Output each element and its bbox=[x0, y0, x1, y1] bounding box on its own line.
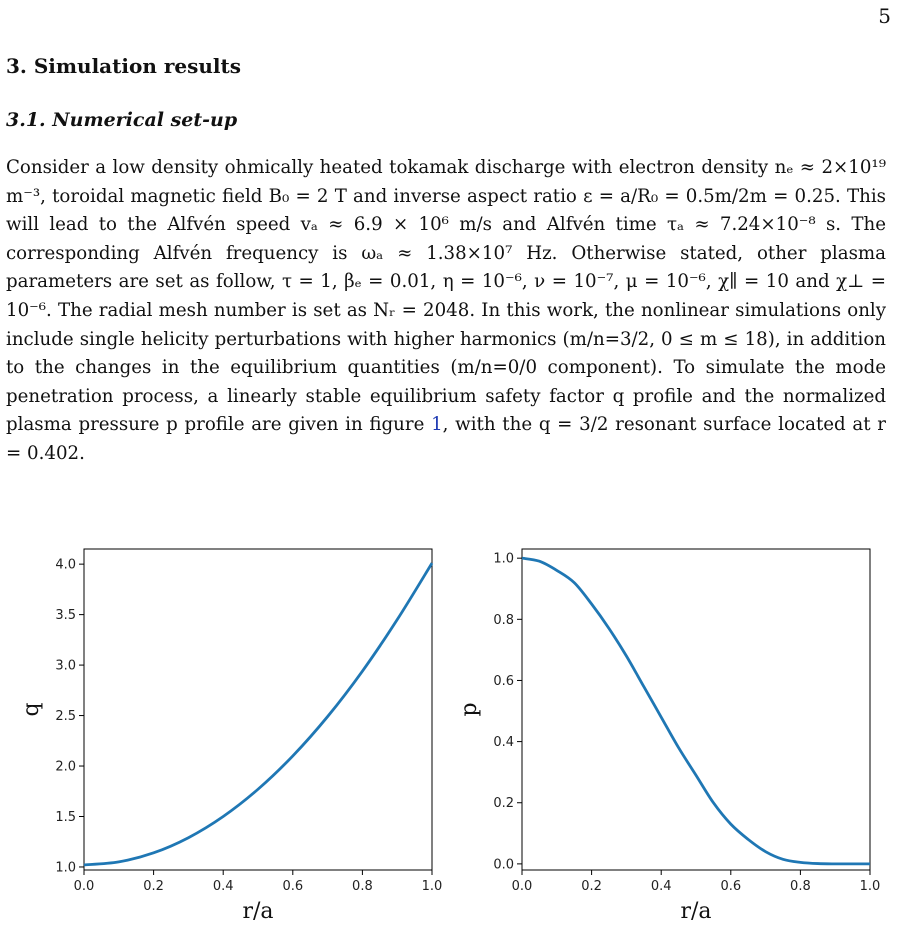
q-x-tick-label: 1.0 bbox=[421, 879, 443, 894]
page-number: 5 bbox=[878, 4, 891, 28]
p-y-tick-label: 0.4 bbox=[493, 735, 514, 751]
p-profile-plot bbox=[457, 549, 880, 924]
paragraph-text: Consider a low density ohmically heated tokamak discharge with electron density nₑ ≈ 2×10¹⁹ m⁻³, toroidal magnetic field B₀ = 2 T and inverse aspect ratio ε = a/R₀ = 0.5m/2m = 0.25. This will lead to the Alfvén speed vₐ ≈ 6.9 × 10⁶ m/s and Alfvén time τₐ ≈ 7.24×10⁻⁸ s. The corresponding Alfvén frequency is ωₐ ≈ 1.38×10⁷ Hz. Otherwise stated, other plasma parameters are set as follow, τ = 1, βₑ = 0.01, η = 10⁻⁶, ν = 10⁻⁷, μ = 10⁻⁶, χ∥ = 10 and χ⊥ = 10⁻⁶. The radial mesh number is set as Nᵣ = 2048. In this work, the nonlinear simulations only include single helicity perturbations with higher harmonics (m/n=3/2, 0 ≤ m ≤ 18), in addition to the changes in the equilibrium quantities (m/n=0/0 component). To simulate the mode penetration process, a linearly stable equilibrium safety factor q profile and the normalized plasma pressure p profile are given in figure bbox=[6, 157, 886, 436]
q-y-tick-label: 3.5 bbox=[55, 608, 76, 624]
q-y-tick-label: 1.0 bbox=[55, 860, 76, 876]
q-y-tick-label: 1.5 bbox=[55, 810, 76, 825]
p-profile-line bbox=[522, 558, 870, 864]
p-y-tick-label: 0.8 bbox=[493, 612, 514, 628]
q-y-tick-label: 4.0 bbox=[55, 557, 76, 573]
p-x-axis-label: r/a bbox=[680, 899, 712, 924]
figure-reference-link[interactable]: 1 bbox=[431, 414, 443, 436]
q-x-axis-label: r/a bbox=[242, 899, 274, 924]
figure-svg bbox=[0, 535, 901, 935]
q-y-tick-label: 3.0 bbox=[55, 658, 76, 674]
q-y-axis-label: q bbox=[19, 702, 44, 717]
q-plot-frame bbox=[84, 549, 432, 870]
q-profile-plot bbox=[19, 549, 442, 924]
p-x-tick-label: 1.0 bbox=[859, 879, 881, 894]
subsection-title: 3.1. Numerical set-up bbox=[6, 109, 238, 131]
q-profile-line bbox=[84, 563, 432, 865]
figure bbox=[0, 535, 901, 935]
q-y-tick-label: 2.0 bbox=[55, 759, 76, 775]
p-x-tick-label: 0.8 bbox=[790, 879, 811, 894]
p-y-tick-label: 1.0 bbox=[493, 551, 514, 567]
section-title: 3. Simulation results bbox=[6, 54, 241, 78]
q-x-tick-label: 0.4 bbox=[212, 879, 234, 894]
q-x-tick-label: 0.8 bbox=[352, 879, 373, 894]
p-x-tick-label: 0.4 bbox=[650, 879, 672, 894]
paragraph-text-end: , with the q = 3/2 resonant surface located at r = 0.402. bbox=[6, 414, 886, 464]
q-x-tick-label: 0.6 bbox=[282, 879, 304, 894]
q-y-tick-label: 2.5 bbox=[55, 709, 76, 725]
p-plot-frame bbox=[522, 549, 870, 870]
p-y-tick-label: 0.6 bbox=[493, 673, 514, 689]
p-x-tick-label: 0.0 bbox=[511, 879, 533, 894]
q-x-tick-label: 0.0 bbox=[73, 879, 95, 894]
p-y-tick-label: 0.0 bbox=[493, 857, 514, 873]
q-x-tick-label: 0.2 bbox=[143, 879, 164, 894]
p-y-tick-label: 0.2 bbox=[493, 796, 514, 812]
body-paragraph bbox=[6, 154, 886, 469]
p-x-tick-label: 0.2 bbox=[581, 879, 602, 894]
p-y-axis-label: p bbox=[457, 702, 482, 717]
p-x-tick-label: 0.6 bbox=[720, 879, 742, 894]
